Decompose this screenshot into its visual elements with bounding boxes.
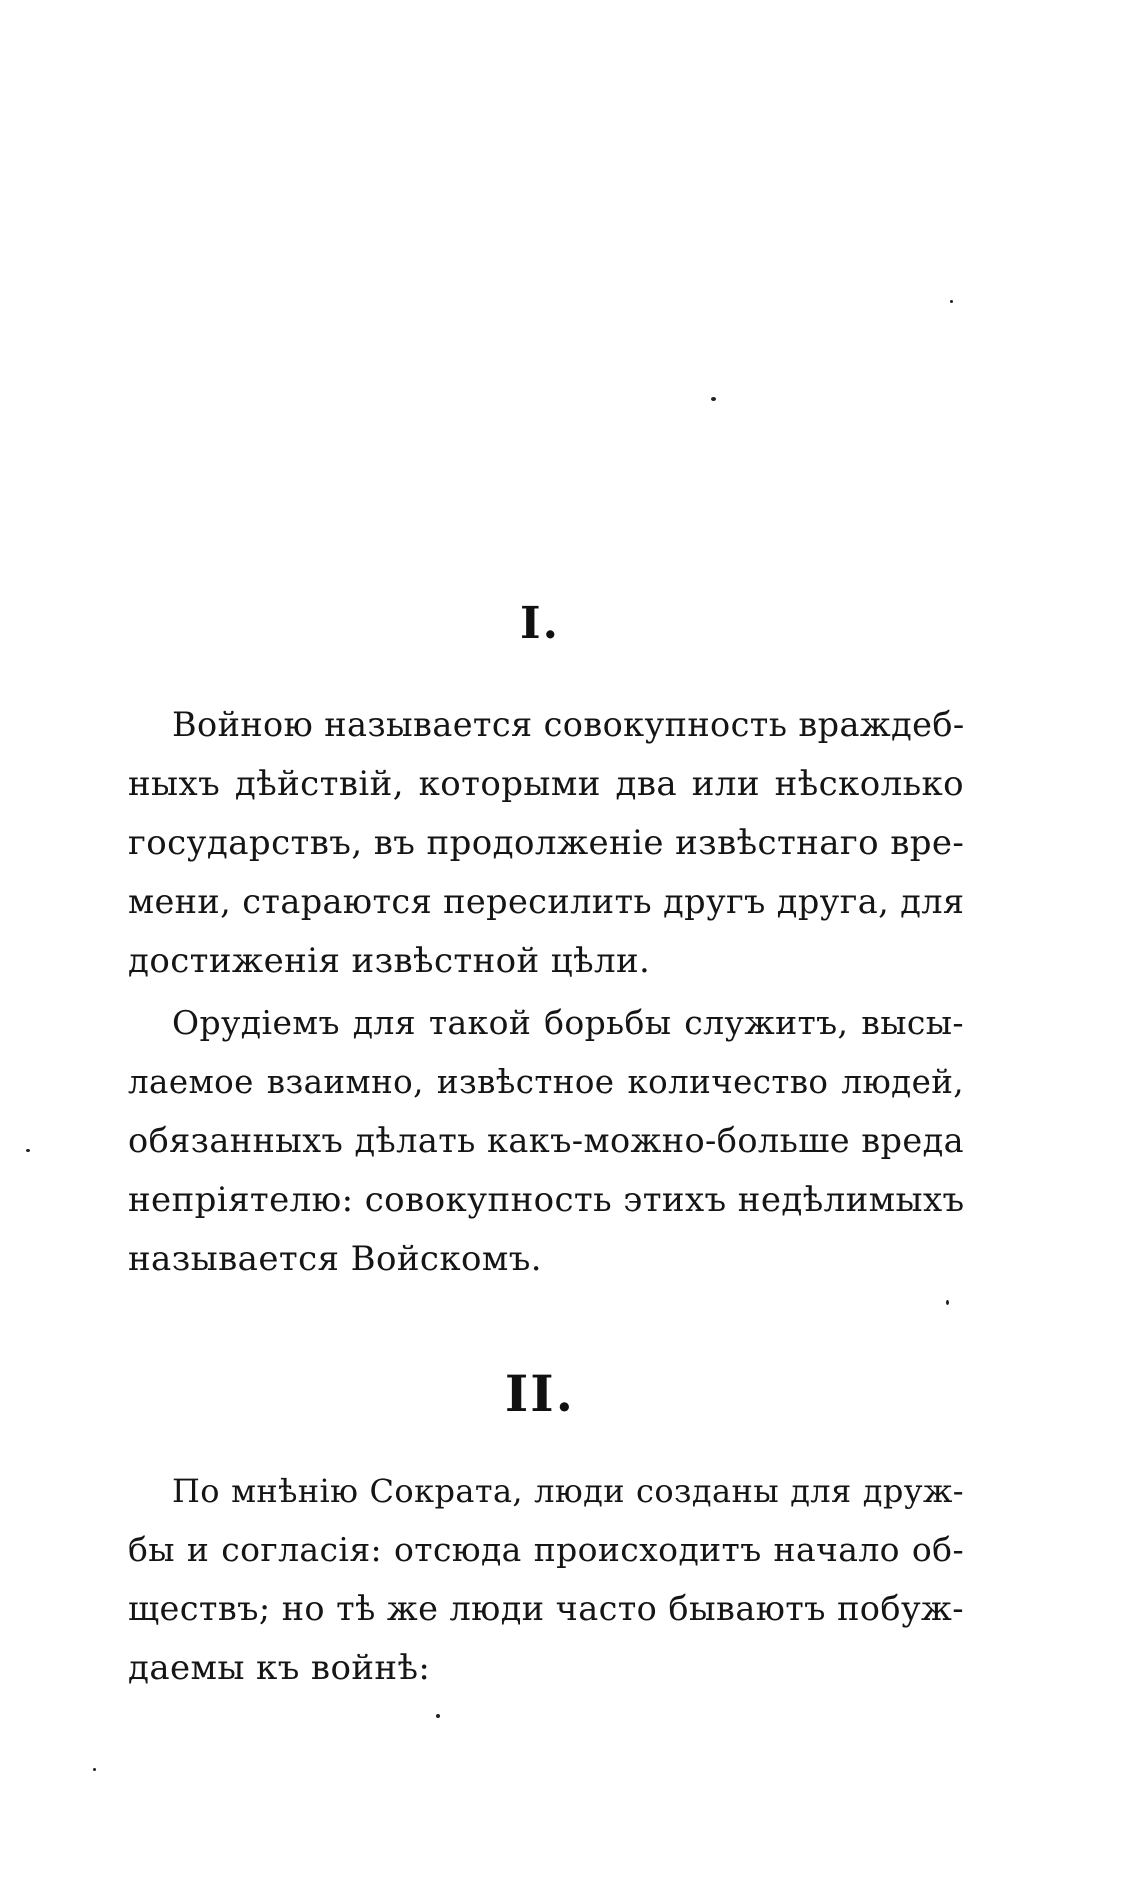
paragraph-line: достиженія извѣстной цѣли. <box>128 941 651 981</box>
scan-speck <box>711 397 716 401</box>
scan-speck <box>26 1149 30 1152</box>
scan-speck <box>436 1714 440 1718</box>
paragraph-line: мени, стараются пересилить другъ друга, для <box>128 882 965 921</box>
paragraph-line: лаемое взаимно, извѣстное количество людей, <box>128 1063 964 1101</box>
paragraph-line: государствъ, въ продолженіе извѣстнаго вре- <box>128 823 965 863</box>
paragraph-line: ществъ; но тѣ же люди часто бываютъ побуж- <box>128 1589 964 1628</box>
paragraph-line: обязанныхъ дѣлать какъ-можно-больше вреда <box>128 1121 964 1160</box>
scan-speck <box>950 300 953 303</box>
paragraph-line: бы и согласія: отсюда происходитъ начало об- <box>128 1530 964 1569</box>
paragraph-line: называется Войскомъ. <box>128 1239 542 1279</box>
paragraph-line: Орудіемъ для такой борьбы служитъ, высы- <box>172 1003 964 1042</box>
paragraph-line: непріятелю: совокупность этихъ недѣлимыхъ <box>128 1180 965 1220</box>
scan-speck <box>946 1300 949 1305</box>
section-heading-1: I. <box>520 598 560 649</box>
scan-speck <box>93 1768 96 1771</box>
paragraph-line: По мнѣнію Сократа, люди созданы для друж- <box>172 1472 964 1510</box>
section-heading-2: II. <box>504 1364 576 1423</box>
paragraph-line: Войною называется совокупность враждеб- <box>172 705 965 744</box>
paragraph-line: ныхъ дѣйствій, которыми два или нѣсколько <box>128 764 964 804</box>
paragraph-line: даемы къ войнѣ: <box>128 1648 431 1688</box>
